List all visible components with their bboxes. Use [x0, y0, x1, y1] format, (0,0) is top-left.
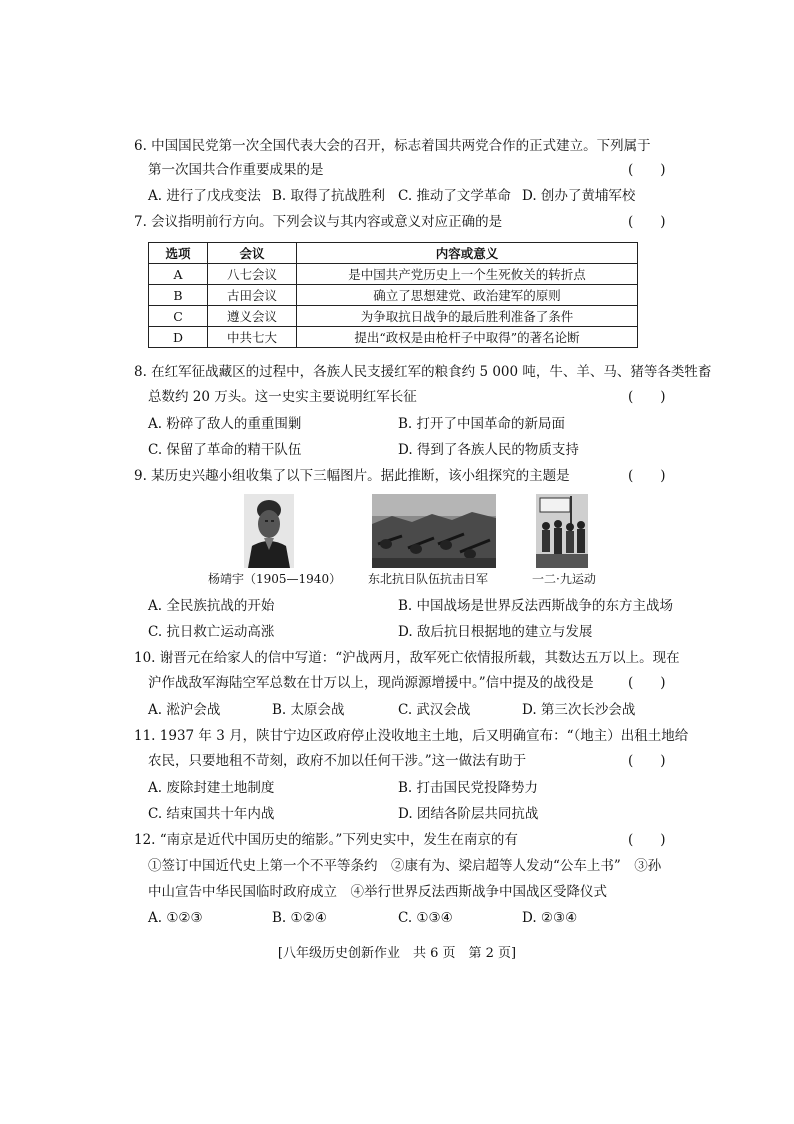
q9-option-a: A. 全民族抗战的开始 [148, 598, 275, 614]
meeting-table [148, 242, 638, 348]
q10-answer-paren: ( ) [628, 675, 666, 691]
table-row [149, 285, 638, 306]
table-cell: 为争取抗日战争的最后胜利准备了条件 [297, 306, 638, 327]
q10-option-b: B. 太原会战 [272, 702, 345, 718]
q11-option-d: D. 团结各阶层共同抗战 [398, 806, 539, 822]
q10-stem-line2: 沪作战敌军海陆空军总数在廿万以上，现尚源源增援中。”信中提及的战役是 [148, 675, 594, 691]
q7-stem: 7. 会议指明前行方向。下列会议与其内容或意义对应正确的是 [134, 214, 503, 230]
q12-stem: 12. “南京是近代中国历史的缩影。”下列史实中，发生在南京的有 [134, 832, 518, 848]
q12-option-d: D. ②③④ [522, 910, 578, 926]
table-cell: A [149, 264, 208, 285]
table-cell: 古田会议 [208, 285, 297, 306]
table-row [149, 327, 638, 348]
table-row [149, 264, 638, 285]
q10-option-a: A. 淞沪会战 [148, 702, 221, 718]
table-cell: C [149, 306, 208, 327]
table-header-content: 内容或意义 [297, 243, 638, 264]
q10-stem-line1: 10. 谢晋元在给家人的信中写道：“沪战两月，敌军死亡依情报所载，其数达五万以上。现在 [134, 650, 680, 666]
table-cell: 八七会议 [208, 264, 297, 285]
q6-answer-paren: ( ) [628, 162, 666, 178]
page-footer: [八年级历史创新作业 共 6 页 第 2 页] [277, 946, 517, 961]
q12-option-a: A. ①②③ [148, 910, 203, 926]
portrait-image [244, 494, 294, 568]
q10-option-c: C. 武汉会战 [398, 702, 471, 718]
battle-scene-image [372, 494, 496, 568]
q9-option-b: B. 中国战场是世界反法西斯战争的东方主战场 [398, 598, 674, 614]
yang-jingyu-photo [244, 494, 294, 568]
q7-answer-paren: ( ) [628, 214, 666, 230]
q6-option-d: D. 创办了黄埔军校 [522, 188, 636, 204]
table-cell: 提出“政权是由枪杆子中取得”的著名论断 [297, 327, 638, 348]
table-header-meeting: 会议 [208, 243, 297, 264]
q12-option-b: B. ①②④ [272, 910, 327, 926]
q11-answer-paren: ( ) [628, 753, 666, 769]
table-cell: 确立了思想建党、政治建军的原则 [297, 285, 638, 306]
q8-stem-line2: 总数约 20 万头。这一史实主要说明红军长征 [148, 389, 417, 405]
q12-items-line2: 中山宣告中华民国临时政府成立 ④举行世界反法西斯战争中国战区受降仪式 [148, 884, 607, 900]
q8-answer-paren: ( ) [628, 389, 666, 405]
q12-option-c: C. ①③④ [398, 910, 453, 926]
q11-option-c: C. 结束国共十年内战 [148, 806, 275, 822]
protest-image [536, 494, 588, 568]
q9-option-c: C. 抗日救亡运动高涨 [148, 624, 275, 640]
table-cell: D [149, 327, 208, 348]
q6-option-c: C. 推动了文学革命 [398, 188, 511, 204]
table-cell: 遵义会议 [208, 306, 297, 327]
q9-stem: 9. 某历史兴趣小组收集了以下三幅图片。据此推断，该小组探究的主题是 [134, 468, 570, 484]
q11-stem-line2: 农民，只要地租不苛刻，政府不加以任何干涉。”这一做法有助于 [148, 753, 527, 769]
q6-option-b: B. 取得了抗战胜利 [272, 188, 386, 204]
table-cell: 中共七大 [208, 327, 297, 348]
q11-stem-line1: 11. 1937 年 3 月，陕甘宁边区政府停止没收地主土地，后又明确宣布：“（地主）出租土地给 [134, 728, 689, 744]
q11-option-a: A. 废除封建土地制度 [148, 780, 275, 796]
december-ninth-movement-photo [536, 494, 588, 568]
table-row [149, 306, 638, 327]
q12-items-line1: ①签订中国近代史上第一个不平等条约 ②康有为、梁启超等人发动“公车上书” ③孙 [148, 858, 662, 874]
q11-option-b: B. 打击国民党投降势力 [398, 780, 539, 796]
caption-northeast-troops: 东北抗日队伍抗击日军 [368, 572, 489, 586]
q8-option-a: A. 粉碎了敌人的重重围剿 [148, 416, 302, 432]
caption-december-ninth: 一二·九运动 [532, 572, 596, 586]
q6-option-a: A. 进行了戊戌变法 [148, 188, 261, 204]
q9-option-d: D. 敌后抗日根据地的建立与发展 [398, 624, 593, 640]
table-header-row [149, 243, 638, 264]
table-header-option: 选项 [149, 243, 208, 264]
q10-option-d: D. 第三次长沙会战 [522, 702, 636, 718]
table-cell: 是中国共产党历史上一个生死攸关的转折点 [297, 264, 638, 285]
q12-answer-paren: ( ) [628, 832, 666, 848]
q8-option-c: C. 保留了革命的精干队伍 [148, 442, 302, 458]
q8-option-b: B. 打开了中国革命的新局面 [398, 416, 566, 432]
q8-stem-line1: 8. 在红军征战藏区的过程中，各族人民支援红军的粮食约 5 000 吨，牛、羊、马、猪等各类牲畜 [134, 364, 712, 380]
q6-stem-line2: 第一次国共合作重要成果的是 [148, 162, 324, 178]
caption-yang-jingyu: 杨靖宇（1905—1940） [208, 572, 342, 586]
q8-option-d: D. 得到了各族人民的物质支持 [398, 442, 579, 458]
table-cell: B [149, 285, 208, 306]
q9-answer-paren: ( ) [628, 468, 666, 484]
anti-japanese-troops-photo [372, 494, 496, 568]
q6-stem-line1: 6. 中国国民党第一次全国代表大会的召开，标志着国共两党合作的正式建立。下列属于 [134, 138, 651, 154]
